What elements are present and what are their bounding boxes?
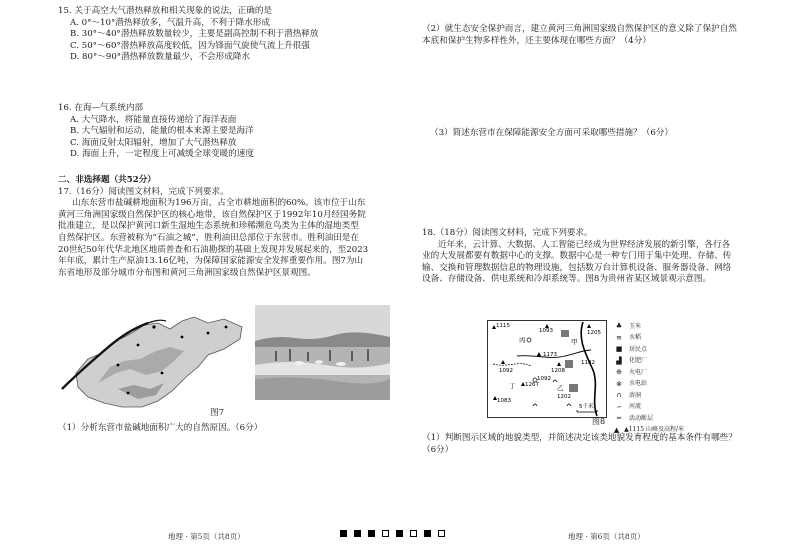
karst-cave-icon: ∩ <box>616 391 622 400</box>
elevation-label: 1205 <box>587 330 601 336</box>
mark <box>340 530 347 537</box>
legend-item: ⊕ 火电厂 <box>612 367 684 379</box>
q15-stem: 15. 关于高空大气潜热释放和相关现象的说法，正确的是 <box>58 6 273 16</box>
rice-icon: ≋ <box>616 333 622 342</box>
chemical-plant-icon: ▟ <box>616 356 622 365</box>
q16-stem: 16. 在海—气系统内部 <box>58 103 144 113</box>
q18-1-line: （1）判断图示区域的地貌类型，并简述决定该类地貌发育程度的基本条件有哪些？ <box>422 433 737 443</box>
elevation-label: 1092 <box>499 368 513 374</box>
q15-option-b: B. 30°～40°潜热释放数量较少，主要是副高控制不利于潜热释放 <box>70 29 319 40</box>
question-18 <box>422 228 782 286</box>
q17-subquestion-1: （1）分析东营市盐碱地面积广大的自然原因。（6分） <box>58 423 263 433</box>
page-footer-left: 地理 · 第5页（共8页） <box>168 531 245 541</box>
q17-2-line: 本底和保护生物多样性外，还主要体现在哪些方面？（4分） <box>422 35 651 46</box>
mark <box>382 530 389 537</box>
thermal-plant-icon: ⊕ <box>616 368 622 377</box>
elevation-label: 1115 <box>496 323 510 329</box>
q15-option-a: A. 0°～10°潜热释放多，气温升高，不利于降水形成 <box>70 17 270 28</box>
elevation-label: 1173 <box>543 352 557 358</box>
scale-label: 5千米 <box>579 404 594 410</box>
settlement-icon: ■ <box>615 345 623 354</box>
q17-2-line: （2）就生态安全保护而言，建立黄河三角洲国家级自然保护区的意义除了保护自然 <box>422 24 737 34</box>
q16-option-b: B. 大气辐射和运动，能量的根本来源主要是海洋 <box>70 126 254 137</box>
q17-paragraph-line: 自然保护区。东营被称为“石油之城”，胜利油田总部位于东营市。胜利油田是在 <box>58 232 359 243</box>
q18-paragraph-line: 设备、存储设备、供电系统和冷却系统等。图8为贵州省某区域景观示意图。 <box>422 274 712 285</box>
place-label: 甲 <box>571 338 578 346</box>
mark <box>368 530 375 537</box>
hydro-station-icon: ⊗ <box>616 379 622 388</box>
legend-item: ▟ 化肥厂 <box>612 356 684 368</box>
question-17 <box>58 175 388 279</box>
page-footer-right: 地理 · 第6页（共8页） <box>568 531 645 541</box>
legend-item: ∩ 溶洞 <box>612 390 684 402</box>
elevation-label: 1267 <box>525 382 539 388</box>
legend-item: ∽ 河流 <box>612 402 684 414</box>
peak-icon: ▲ <box>613 425 620 434</box>
q15-option-c: C. 50°～60°潜热释放高度较低，因为锋面气旋使气流上升很强 <box>70 40 310 51</box>
q17-paragraph-line: 东省地形及部分城市分布图和黄河三角洲国家级自然保护区景观图。 <box>58 267 316 278</box>
q17-paragraph-line: 20世纪50年代华北地区地质普查和石油勘探的基础上发现并发展起来的，至2023 <box>58 244 369 255</box>
corn-icon: ♣ <box>615 322 623 331</box>
section-heading: 二、非选择题（共52分） <box>58 175 156 185</box>
figure-7-caption: 图7 <box>210 408 225 418</box>
river-icon: ∽ <box>616 402 622 411</box>
elevation-label: 1208 <box>551 368 565 374</box>
legend-item: ■ 居民点 <box>612 344 684 356</box>
mark <box>354 530 361 537</box>
shandong-map <box>58 303 248 413</box>
q16-option-c: C. 海面反射太阳辐射，增加了大气潜热释放 <box>70 137 237 148</box>
q17-paragraph-line: 年年底，累计生产原油13.16亿吨，为保障国家能源安全发挥重要作用。图7为山 <box>58 256 364 267</box>
q17-paragraph-line: 批准建立，是以保护黄河口新生湿地生态系统和珍稀濒危鸟类为主体的湿地类型 <box>58 221 359 232</box>
figure-8-legend <box>612 321 684 436</box>
q18-subquestion-1 <box>422 433 782 456</box>
legend-item: ▲ ▲1115 山峰及高程/米 <box>613 425 684 434</box>
figure-8-caption: 图8 <box>592 417 606 426</box>
elevation-label: 1182 <box>581 360 595 366</box>
q17-heading: 17.（16分）阅读图文材料，完成下列要求。 <box>58 186 229 197</box>
q18-1-line: （6分） <box>422 444 454 455</box>
fault-icon: ═ <box>616 414 622 423</box>
q17-subquestion-3: （3）简述东营市在保障能源安全方面可采取哪些措施？（6分） <box>430 128 673 138</box>
q15-option-d: D. 80°～90°潜热释放数量最少，不会形成降水 <box>70 52 251 63</box>
q18-paragraph-line: 业的大发展都要有数据中心的支撑。数据中心是一种专门用于集中处理、存储、传 <box>422 251 732 262</box>
q17-subquestion-2 <box>422 24 782 47</box>
wetland-photo <box>255 305 390 400</box>
elevation-label: 1202 <box>557 394 571 400</box>
place-label: 乙 <box>557 384 564 392</box>
question-16 <box>58 103 388 161</box>
figure-8-map <box>487 320 607 418</box>
legend-item: ≋ 水稻 <box>612 333 684 345</box>
legend-item: ♣ 玉米 <box>612 321 684 333</box>
q17-paragraph-line: 山东东营市盐碱耕地面积为196万亩，占全市耕地面积的60%。该市位于山东 <box>72 198 366 209</box>
elevation-label: 1092 <box>537 376 551 382</box>
place-label: 丙 <box>519 336 526 344</box>
right-page <box>400 0 800 550</box>
q16-option-a: A. 大气降水，将能量直接传递给了海洋表面 <box>70 114 237 125</box>
q18-heading: 18.（18分）阅读图文材料，完成下列要求。 <box>422 228 593 238</box>
legend-item: ⊗ 水电站 <box>612 379 684 391</box>
place-label: 丁 <box>509 382 516 390</box>
q18-paragraph-line: 输、交换和管理数据信息的物理设施，包括数万台计算机设备、服务器设备、网络 <box>422 262 732 273</box>
elevation-label: 1093 <box>539 328 553 334</box>
q18-paragraph-line: 近年来，云计算、大数据、人工智能已经成为世界经济发展的新引擎，各行各 <box>438 239 731 250</box>
question-15 <box>58 6 388 64</box>
legend-item: ═ 活动断层 <box>612 413 684 425</box>
q16-option-d: D. 海面上升，一定程度上可减缓全球变暖的速度 <box>70 149 254 160</box>
elevation-label: 1083 <box>497 398 511 404</box>
q17-paragraph-line: 黄河三角洲国家级自然保护区的核心地带，该自然保护区于1992年10月经国务院 <box>58 209 366 220</box>
